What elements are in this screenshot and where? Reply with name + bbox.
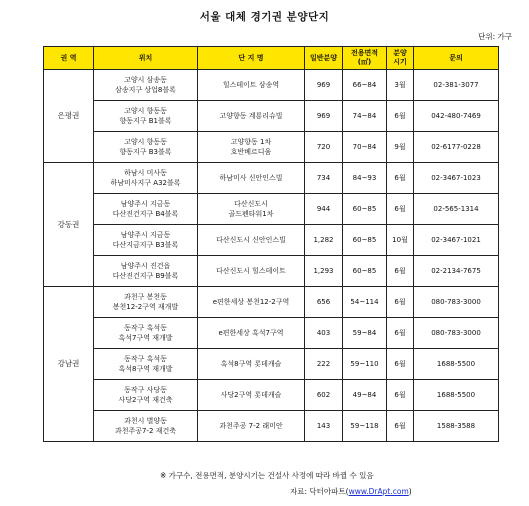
month-cell: 9월 bbox=[387, 132, 414, 163]
location-cell bbox=[94, 70, 198, 101]
supply-cell: 656 bbox=[305, 287, 343, 318]
cell-line: e편한세상 봉천12-2구역 bbox=[212, 298, 290, 306]
location-cell bbox=[94, 380, 198, 411]
table-row bbox=[44, 380, 499, 411]
cell-line: 삼송지구 상업8블록 bbox=[115, 86, 176, 94]
cell-line: 다산지금지구 B3블록 bbox=[112, 241, 179, 249]
unit-label: 단위: 가구 bbox=[478, 32, 512, 41]
source-prefix: 자료: 닥터아파트( bbox=[290, 487, 349, 496]
month-cell: 6월 bbox=[387, 287, 414, 318]
cell-line: 흑석7구역 재개발 bbox=[118, 334, 173, 342]
complex-name-cell bbox=[198, 194, 305, 225]
location-cell bbox=[94, 318, 198, 349]
table-row bbox=[44, 132, 499, 163]
supply-cell: 734 bbox=[305, 163, 343, 194]
phone-cell: 080-783-3000 bbox=[414, 318, 499, 349]
supply-cell: 1,293 bbox=[305, 256, 343, 287]
cell-line: 하남미사 신안인스빌 bbox=[219, 174, 283, 182]
cell-line: 동작구 흑석동 bbox=[124, 355, 167, 363]
complex-name-cell bbox=[198, 411, 305, 442]
phone-cell: 02-6177-0228 bbox=[414, 132, 499, 163]
month-cell: 6월 bbox=[387, 318, 414, 349]
area-cell: 60~85 bbox=[343, 225, 387, 256]
cell-line: 다산신도시 신안인스빌 bbox=[216, 236, 286, 244]
complex-name-cell bbox=[198, 225, 305, 256]
area-cell: 60~85 bbox=[343, 194, 387, 225]
supply-cell: 1,282 bbox=[305, 225, 343, 256]
column-header: 문의 bbox=[414, 47, 499, 70]
region-cell: 강동권 bbox=[44, 163, 94, 287]
table-row bbox=[44, 70, 499, 101]
cell-line: 향동지구 B1블록 bbox=[119, 117, 172, 125]
cell-line: 다산진건지구 B9블록 bbox=[112, 272, 179, 280]
complex-name-cell bbox=[198, 256, 305, 287]
cell-line: 흑석8구역 재개발 bbox=[118, 365, 173, 373]
phone-cell: 02-565-1314 bbox=[414, 194, 499, 225]
cell-line: 힐스테이트 삼송역 bbox=[222, 81, 280, 89]
page-title: 서울 대체 경기권 분양단지 bbox=[199, 11, 330, 23]
column-header: 일반분양 bbox=[305, 47, 343, 70]
location-cell bbox=[94, 349, 198, 380]
table-header-row bbox=[44, 47, 499, 70]
location-cell bbox=[94, 256, 198, 287]
table-row bbox=[44, 194, 499, 225]
cell-line: 골드펜타워1차 bbox=[228, 210, 274, 218]
cell-line: 과천주공7-2 재건축 bbox=[115, 427, 176, 435]
cell-line: 동작구 흑석동 bbox=[124, 324, 167, 332]
area-cell: 59~110 bbox=[343, 349, 387, 380]
region-cell: 강남권 bbox=[44, 287, 94, 442]
supply-cell: 143 bbox=[305, 411, 343, 442]
source-suffix: ) bbox=[408, 487, 412, 496]
supply-cell: 720 bbox=[305, 132, 343, 163]
cell-line: 사당2구역 재건축 bbox=[118, 396, 173, 404]
source-note bbox=[290, 486, 520, 497]
cell-line: 고양시 삼송동 bbox=[124, 76, 167, 84]
phone-cell: 042-480-7469 bbox=[414, 101, 499, 132]
area-cell: 54~114 bbox=[343, 287, 387, 318]
supply-cell: 602 bbox=[305, 380, 343, 411]
cell-line: 남양주시 지금동 bbox=[120, 231, 171, 239]
location-cell bbox=[94, 194, 198, 225]
cell-line: 봉천12-2구역 재개발 bbox=[112, 303, 179, 311]
cell-line: 과천시 별양동 bbox=[124, 417, 167, 425]
cell-line: 하남미사지구 A32블록 bbox=[110, 179, 181, 187]
phone-cell: 02-3467-1021 bbox=[414, 225, 499, 256]
cell-line: 흑석8구역 롯데캐슬 bbox=[220, 360, 282, 368]
cell-line: 고양향동 1차 bbox=[230, 138, 272, 146]
table-row bbox=[44, 349, 499, 380]
complex-name-cell bbox=[198, 101, 305, 132]
region-cell: 은평권 bbox=[44, 70, 94, 163]
location-cell bbox=[94, 163, 198, 194]
complex-name-cell bbox=[198, 132, 305, 163]
location-cell bbox=[94, 132, 198, 163]
column-header: 권 역 bbox=[44, 47, 94, 70]
complex-name-cell bbox=[198, 318, 305, 349]
cell-line: 호반베르디움 bbox=[230, 148, 272, 156]
month-cell: 6월 bbox=[387, 194, 414, 225]
month-cell: 6월 bbox=[387, 349, 414, 380]
location-cell bbox=[94, 287, 198, 318]
cell-line: 고양시 향동동 bbox=[124, 107, 167, 115]
cell-line: e편한세상 흑석7구역 bbox=[218, 329, 284, 337]
phone-cell: 02-3467-1023 bbox=[414, 163, 499, 194]
cell-line: 사당2구역 롯데캐슬 bbox=[220, 391, 282, 399]
month-cell: 6월 bbox=[387, 411, 414, 442]
phone-cell: 1588-3588 bbox=[414, 411, 499, 442]
column-header: 분양 시기 bbox=[387, 47, 414, 70]
complex-name-cell bbox=[198, 287, 305, 318]
complex-name-cell bbox=[198, 70, 305, 101]
phone-cell: 02-2134-7675 bbox=[414, 256, 499, 287]
phone-cell: 080-783-3000 bbox=[414, 287, 499, 318]
cell-line: 다산진건지구 B4블록 bbox=[112, 210, 179, 218]
location-cell bbox=[94, 225, 198, 256]
phone-cell: 02-381-3077 bbox=[414, 70, 499, 101]
month-cell: 10월 bbox=[387, 225, 414, 256]
table-row bbox=[44, 101, 499, 132]
table-body bbox=[44, 70, 499, 442]
month-cell: 3월 bbox=[387, 70, 414, 101]
table-row bbox=[44, 287, 499, 318]
supply-cell: 969 bbox=[305, 101, 343, 132]
location-cell bbox=[94, 101, 198, 132]
supply-cell: 222 bbox=[305, 349, 343, 380]
area-cell: 60~85 bbox=[343, 256, 387, 287]
phone-cell: 1688-5500 bbox=[414, 380, 499, 411]
cell-line: 향동지구 B3블록 bbox=[119, 148, 172, 156]
column-header: 단 지 명 bbox=[198, 47, 305, 70]
supply-cell: 944 bbox=[305, 194, 343, 225]
cell-line: 과천주공 7-2 래미안 bbox=[219, 422, 283, 430]
supply-cell: 969 bbox=[305, 70, 343, 101]
complex-name-cell bbox=[198, 380, 305, 411]
cell-line: 다산신도시 힐스테이트 bbox=[216, 267, 286, 275]
month-cell: 6월 bbox=[387, 101, 414, 132]
location-cell bbox=[94, 411, 198, 442]
cell-line: 다산신도시 bbox=[234, 200, 268, 208]
table-row bbox=[44, 318, 499, 349]
apartment-table bbox=[43, 46, 499, 442]
complex-name-cell bbox=[198, 349, 305, 380]
area-cell: 84~93 bbox=[343, 163, 387, 194]
area-cell: 70~84 bbox=[343, 132, 387, 163]
supply-cell: 403 bbox=[305, 318, 343, 349]
table-row bbox=[44, 163, 499, 194]
month-cell: 6월 bbox=[387, 163, 414, 194]
phone-cell: 1688-5500 bbox=[414, 349, 499, 380]
cell-line: 남양주시 지금동 bbox=[120, 200, 171, 208]
cell-line: 고양향동 계룡리슈빌 bbox=[219, 112, 283, 120]
table-row bbox=[44, 225, 499, 256]
table-row bbox=[44, 411, 499, 442]
footnote: ※ 가구수, 전용면적, 분양시기는 건설사 사정에 따라 바뀔 수 있음 bbox=[160, 471, 374, 480]
area-cell: 66~84 bbox=[343, 70, 387, 101]
area-cell: 74~84 bbox=[343, 101, 387, 132]
cell-line: 남양주시 진건읍 bbox=[120, 262, 171, 270]
cell-line: 과천구 봉천동 bbox=[124, 293, 167, 301]
month-cell: 6월 bbox=[387, 380, 414, 411]
area-cell: 59~118 bbox=[343, 411, 387, 442]
table-row bbox=[44, 256, 499, 287]
cell-line: 동작구 사당동 bbox=[124, 386, 167, 394]
column-header: 위치 bbox=[94, 47, 198, 70]
column-header: 전용면적 (㎡) bbox=[343, 47, 387, 70]
area-cell: 49~84 bbox=[343, 380, 387, 411]
source-link[interactable]: www.DrApt.com bbox=[348, 487, 409, 496]
cell-line: 하남시 미사동 bbox=[124, 169, 167, 177]
area-cell: 59~84 bbox=[343, 318, 387, 349]
complex-name-cell bbox=[198, 163, 305, 194]
month-cell: 6월 bbox=[387, 256, 414, 287]
cell-line: 고양시 향동동 bbox=[124, 138, 167, 146]
